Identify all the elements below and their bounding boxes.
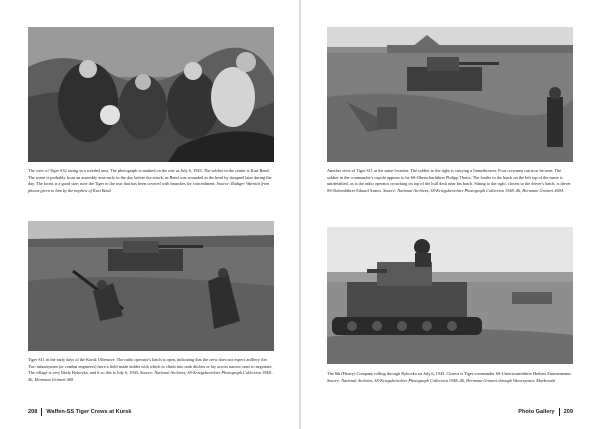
caption-text: Another view of Tiger S11 at the same location. The soldier to the right is carrying a flamethrower. Four crewmen can now be seen. The soldier in the commander's cupola appears to be SS-Oberscharführer Philipp Theiss. The loader in the hatch on the left top of the turret is unidentified, as is the radio operator crouching on top of the hull deck near his hatch. Sitting to the right, closest to the driver's hatch, is driver SS-Rottenführer Eduard Armes. [327, 168, 571, 193]
photo-tiger-s11-flamethrower [327, 27, 573, 162]
caption-top-right [327, 168, 573, 214]
running-title-left: Waffen-SS Tiger Crews at Kursk [46, 409, 132, 415]
page-number-left: 208 [28, 409, 38, 415]
caption-source: Source: National Archives, SS-Kriegsberichter Photograph Collection 1948–46, Hermann Grimert through Wawrzynsiec Markowski [327, 377, 556, 383]
footer-divider [559, 408, 560, 416]
caption-text: Tiger S11 in the early days of the Kursk Offensive. The radio operator's hatch is open, indicating that the crew does not expect artillery fire. Two infantrymen (or combat engineers) have a field-made ladder with which to climb into tank ditches or lay across narrow ones to negotiate. The village is very likely Bykovka, and if so this is July 6, 1943. [28, 357, 273, 376]
photo-tiger-s11-ladder [28, 221, 274, 351]
page-number-right: 209 [563, 409, 573, 415]
caption-top-left [28, 168, 274, 214]
footer-right [518, 407, 573, 417]
photo-crew-eating [28, 27, 274, 162]
book-gutter [299, 0, 301, 429]
caption-source: Source: Rüdiger Warnick from photos given to him by the nephew of Kurt Bend [28, 181, 270, 193]
caption-text: The 8th (Heavy) Company rolling through Bykovka on July 6, 1943. Closest is Tiger commander SS-Untersturmführer Herbert Zimmermann. [327, 371, 572, 376]
footer-left [28, 407, 132, 417]
photo-8th-company-bykovka [327, 227, 573, 364]
running-title-right: Photo Gallery [518, 409, 555, 415]
caption-text: The crew of Tiger S32 eating in a weeded area. The photograph is marked on the rear as July 6, 1943. The soldier in the center is Kurt Bend. The scene is probably from an assembly area early in the day before the attack, as Bend was wounded in the head by shrapnel later during the day. The forest is a good size; note the Tiger to the rear that has been covered with branches for concealment. [28, 168, 272, 187]
footer-divider [41, 408, 42, 416]
caption-source: Source: National Archives, SS-Kriegsberichter Photograph Collection 1948–46, Hermann Grimert 469 [28, 370, 273, 382]
caption-bottom-right [327, 371, 573, 399]
caption-source: Source: National Archives, SS-Kriegsberichter Photograph Collection 1948–46, Hermann Grimert 469A [383, 187, 564, 193]
caption-bottom-left [28, 357, 274, 397]
